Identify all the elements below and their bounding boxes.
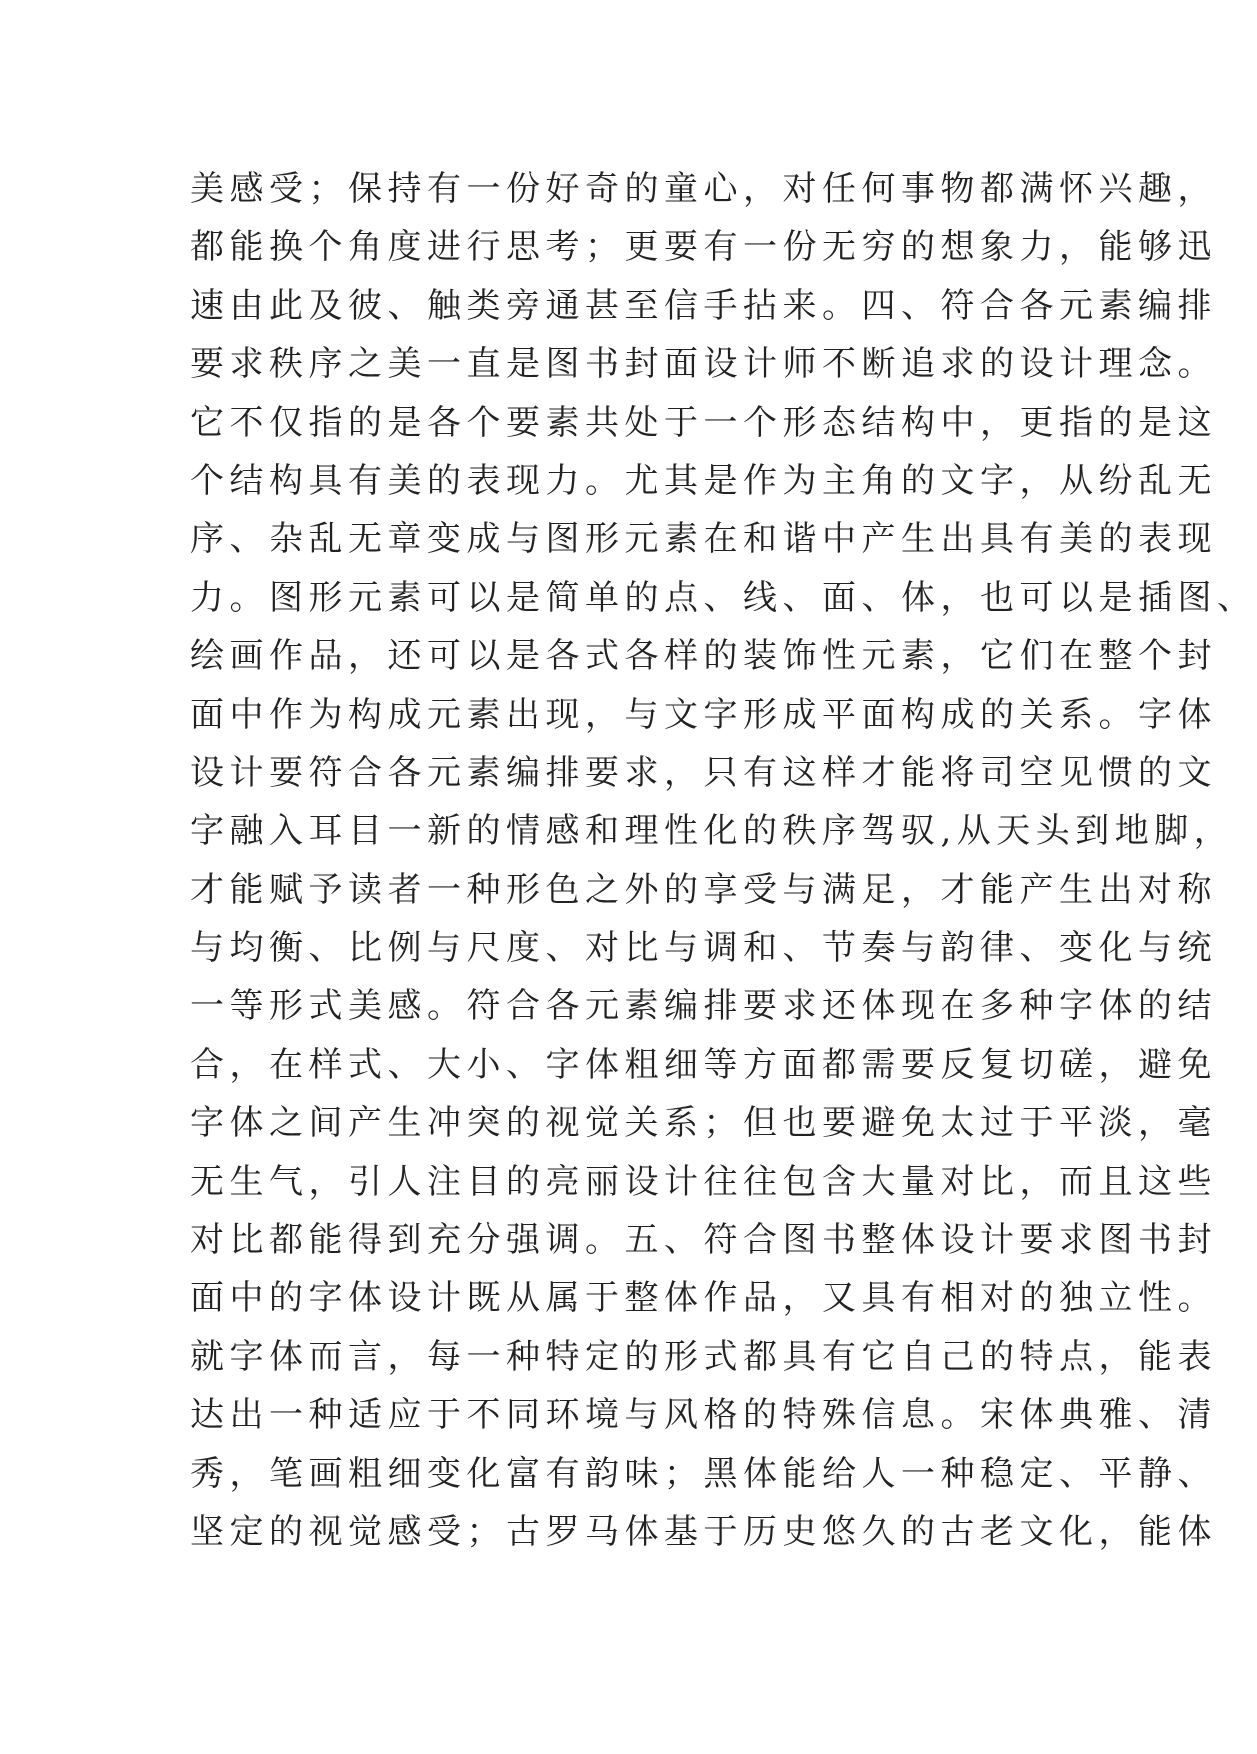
text-line: 序、杂乱无章变成与图形元素在和谐中产生出具有美的表现 [190,519,1217,560]
text-line: 对比都能得到充分强调。五、符合图书整体设计要求图书封 [190,1220,1217,1261]
text-line: 面中的字体设计既从属于整体作品，又具有相对的独立性。 [190,1278,1217,1319]
text-line: 无生气，引人注目的亮丽设计往往包含大量对比，而且这些 [190,1161,1217,1202]
body-text [190,160,1257,1561]
text-line: 它不仅指的是各个要素共处于一个形态结构中，更指的是这 [190,402,1217,443]
text-line: 与均衡、比例与尺度、对比与调和、节奏与韵律、变化与统 [190,928,1217,969]
text-line: 面中作为构成元素出现，与文字形成平面构成的关系。字体 [190,694,1217,735]
text-line: 秀，笔画粗细变化富有韵味；黑体能给人一种稳定、平静、 [190,1453,1217,1494]
text-line: 绘画作品，还可以是各式各样的装饰性元素，它们在整个封 [190,636,1217,677]
text-line: 速由此及彼、触类旁通甚至信手拈来。四、符合各元素编排 [190,285,1217,326]
text-line: 设计要符合各元素编排要求，只有这样才能将司空见惯的文 [190,752,1217,793]
text-line: 达出一种适应于不同环境与风格的特殊信息。宋体典雅、清 [190,1395,1217,1436]
text-line: 就字体而言，每一种特定的形式都具有它自己的特点，能表 [190,1336,1217,1377]
text-line: 美感受；保持有一份好奇的童心，对任何事物都满怀兴趣， [190,169,1217,209]
text-line: 坚定的视觉感受；古罗马体基于历史悠久的古老文化，能体 [190,1511,1217,1552]
text-line: 合，在样式、大小、字体粗细等方面都需要反复切磋，避免 [190,1044,1217,1085]
text-line: 都能换个角度进行思考；更要有一份无穷的想象力，能够迅 [190,227,1217,268]
text-line: 字融入耳目一新的情感和理性化的秩序驾驭,从天头到地脚， [190,811,1234,852]
text-line: 字体之间产生冲突的视觉关系；但也要避免太过于平淡，毫 [190,1103,1217,1144]
text-line: 个结构具有美的表现力。尤其是作为主角的文字，从纷乱无 [190,460,1217,501]
text-line: 才能赋予读者一种形色之外的享受与满足，才能产生出对称 [190,869,1217,910]
text-line: 一等形式美感。符合各元素编排要求还体现在多种字体的结 [190,986,1217,1027]
text-line: 要求秩序之美一直是图书封面设计师不断追求的设计理念。 [190,344,1217,385]
text-line: 力。图形元素可以是简单的点、线、面、体，也可以是插图、 [190,577,1257,618]
